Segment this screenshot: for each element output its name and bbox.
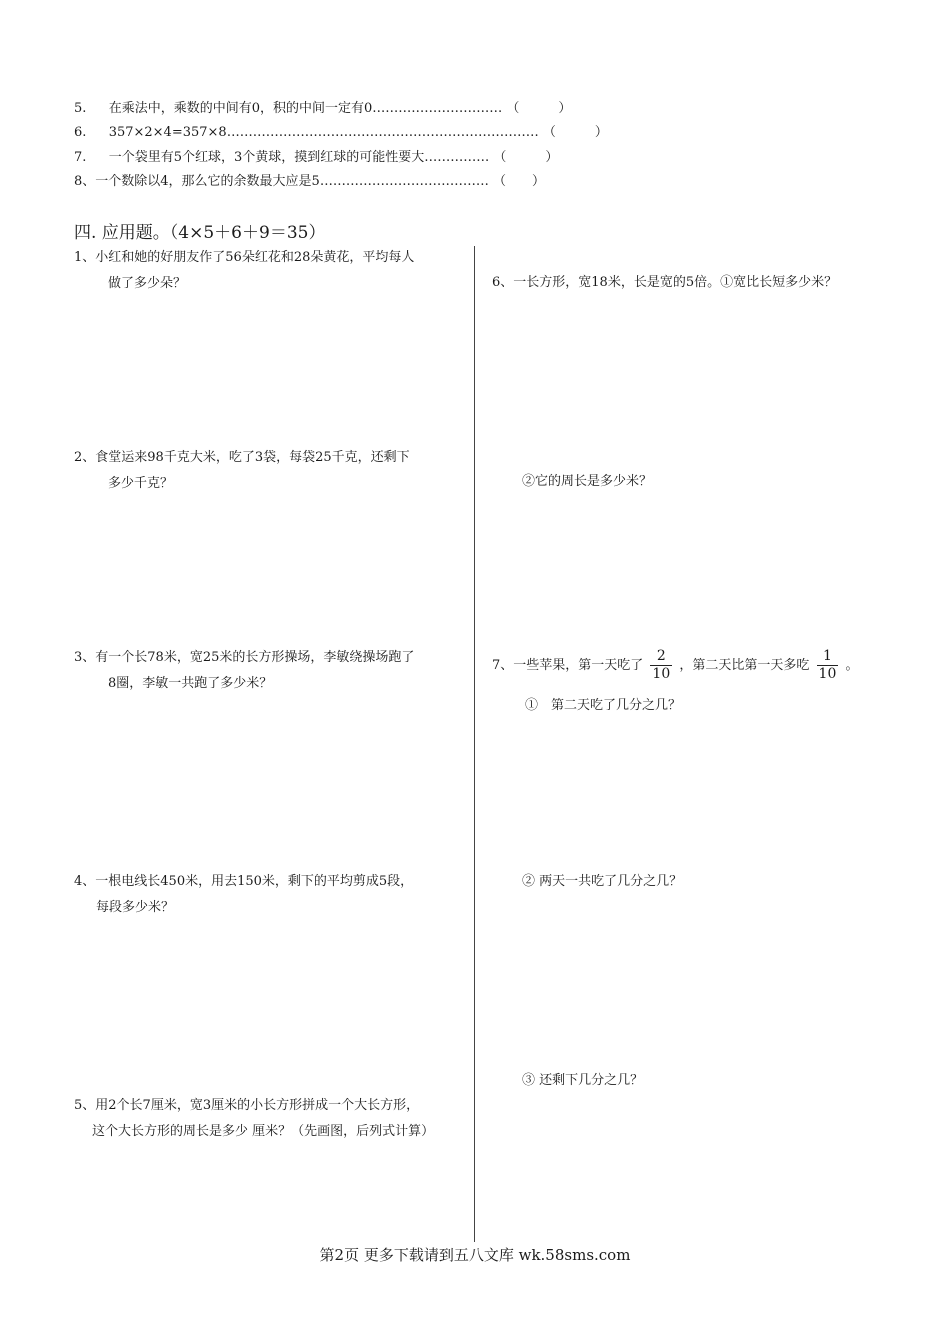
question-2-line-1: 2、食堂运来98千克大米，吃了3袋，每袋25千克，还剩下 xyxy=(74,450,410,465)
answer-bracket[interactable]: （ ） xyxy=(492,174,545,189)
item-text: 357×2×4=357×8……………………………………………………………… xyxy=(108,125,539,140)
answer-bracket[interactable]: （ ） xyxy=(542,125,608,140)
fraction-two-tenths xyxy=(650,648,672,683)
judgment-item-5 xyxy=(74,100,571,118)
question-4-line-2: 每段多少米？ xyxy=(96,900,175,915)
fraction-denominator: 10 xyxy=(818,666,837,682)
question-7-text-3: 。 xyxy=(845,658,859,673)
item-number: 6. xyxy=(74,125,87,140)
page-footer: 第2页 更多下载请到五八文库 wk.58sms.com xyxy=(319,1246,631,1264)
question-7-sub-3: ③ 还剩下几分之几？ xyxy=(522,1073,644,1088)
answer-bracket[interactable]: （ ） xyxy=(493,150,559,165)
question-2 xyxy=(74,449,410,493)
question-5-line-1: 5、用2个长7厘米，宽3厘米的小长方形拼成一个大长方形， xyxy=(74,1098,420,1113)
judgment-item-7 xyxy=(74,149,558,167)
judgment-item-8 xyxy=(74,173,545,191)
question-6-main: 6、一长方形，宽18米，长是宽的5倍。①宽比长短多少米？ xyxy=(492,275,838,290)
judgment-item-6 xyxy=(74,124,608,142)
question-3-line-2: 8圈，李敏一共跑了多少米？ xyxy=(108,676,273,691)
question-3 xyxy=(74,649,414,693)
fraction-numerator: 2 xyxy=(650,648,672,666)
question-2-line-2: 多少千克？ xyxy=(108,476,174,491)
question-4-line-1: 4、一根电线长450米，用去150米，剩下的平均剪成5段， xyxy=(74,874,414,889)
section-title: 四. 应用题。（4×5＋6＋9＝35） xyxy=(74,223,326,243)
question-7-text-2: ，第二天比第一天多吃 xyxy=(679,658,810,673)
question-1-line-1: 1、小红和她的好朋友作了56朵红花和28朵黄花，平均每人 xyxy=(74,250,415,265)
fraction-numerator: 1 xyxy=(817,648,839,666)
question-6-sub-2: ②它的周长是多少米？ xyxy=(522,474,653,489)
question-5 xyxy=(74,1097,434,1141)
question-4 xyxy=(74,873,413,917)
item-number: 7. xyxy=(74,150,87,165)
question-7-sub-1: ① 第二天吃了几分之几？ xyxy=(525,698,682,713)
item-text: 一个袋里有5个红球，3个黄球，摸到红球的可能性要大…………… xyxy=(108,150,490,165)
fraction-denominator: 10 xyxy=(652,666,671,682)
question-1-line-2: 做了多少朵？ xyxy=(108,276,187,291)
item-number: 5. xyxy=(74,101,87,116)
fraction-one-tenth xyxy=(817,648,839,683)
question-7-sub-2: ② 两天一共吃了几分之几？ xyxy=(522,874,683,889)
question-7-text-1: 7、一些苹果，第一天吃了 xyxy=(492,658,644,673)
column-divider xyxy=(474,246,475,1242)
question-1 xyxy=(74,249,414,293)
question-5-line-2: 这个大长方形的周长是多少 厘米？（先画图，后列式计算） xyxy=(92,1124,435,1139)
answer-bracket[interactable]: （ ） xyxy=(506,101,572,116)
question-3-line-1: 3、有一个长78米，宽25米的长方形操场，李敏绕操场跑了 xyxy=(74,650,415,665)
question-7-main xyxy=(492,648,859,683)
item-text: 8、一个数除以4，那么它的余数最大应是5………………………………… xyxy=(74,174,489,189)
item-text: 在乘法中，乘数的中间有0，积的中间一定有0………………………… xyxy=(108,101,503,116)
